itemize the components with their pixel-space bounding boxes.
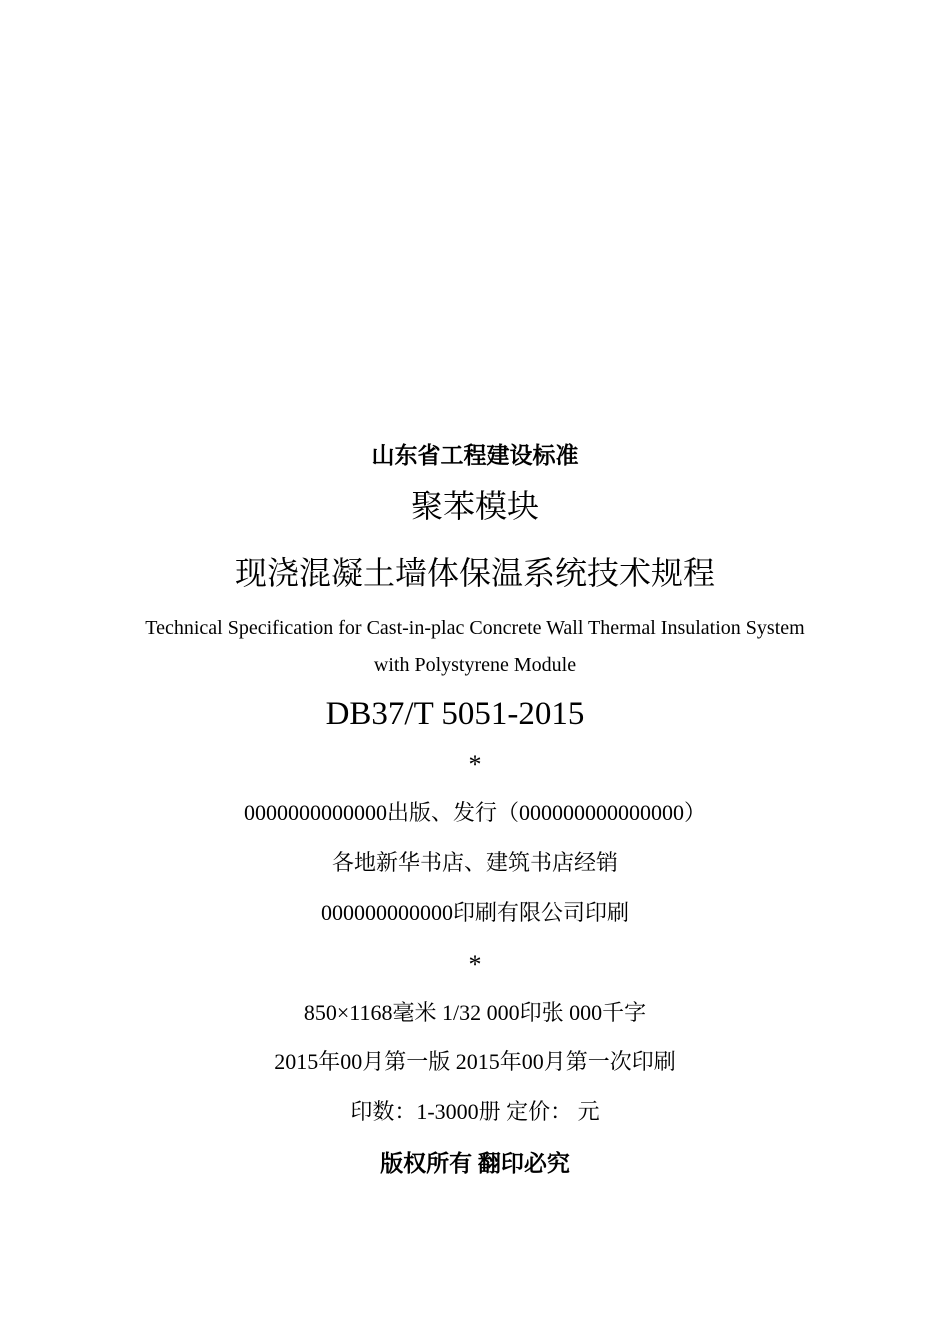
print-run-line: 印数：1-3000册 定价： 元 — [350, 1099, 600, 1124]
english-title-line-2: with Polystyrene Module — [373, 654, 577, 676]
printer-line: 000000000000印刷有限公司印刷 — [320, 900, 629, 925]
issuer-heading: 山东省工程建设标准 — [371, 443, 579, 468]
english-title-line-1: Technical Specification for Cast-in-plac Concrete Wall Thermal Insulation System — [145, 617, 805, 639]
format-line: 850×1168毫米 1/32 000印张 000千字 — [303, 1000, 647, 1025]
separator-star: * — [468, 750, 482, 779]
document-title-line-2: 现浇混凝土墙体保温系统技术规程 — [234, 555, 715, 591]
copyright-notice: 版权所有 翻印必究 — [380, 1151, 570, 1176]
publisher-line: 0000000000000出版、发行（000000000000000） — [243, 800, 706, 825]
separator-star: * — [468, 950, 482, 979]
distributor-line: 各地新华书店、建筑书店经销 — [331, 850, 618, 875]
document-title-line-1: 聚苯模块 — [410, 488, 539, 524]
standard-code: DB37/T 5051-2015 — [325, 696, 585, 732]
edition-line: 2015年00月第一版 2015年00月第一次印刷 — [274, 1049, 676, 1074]
